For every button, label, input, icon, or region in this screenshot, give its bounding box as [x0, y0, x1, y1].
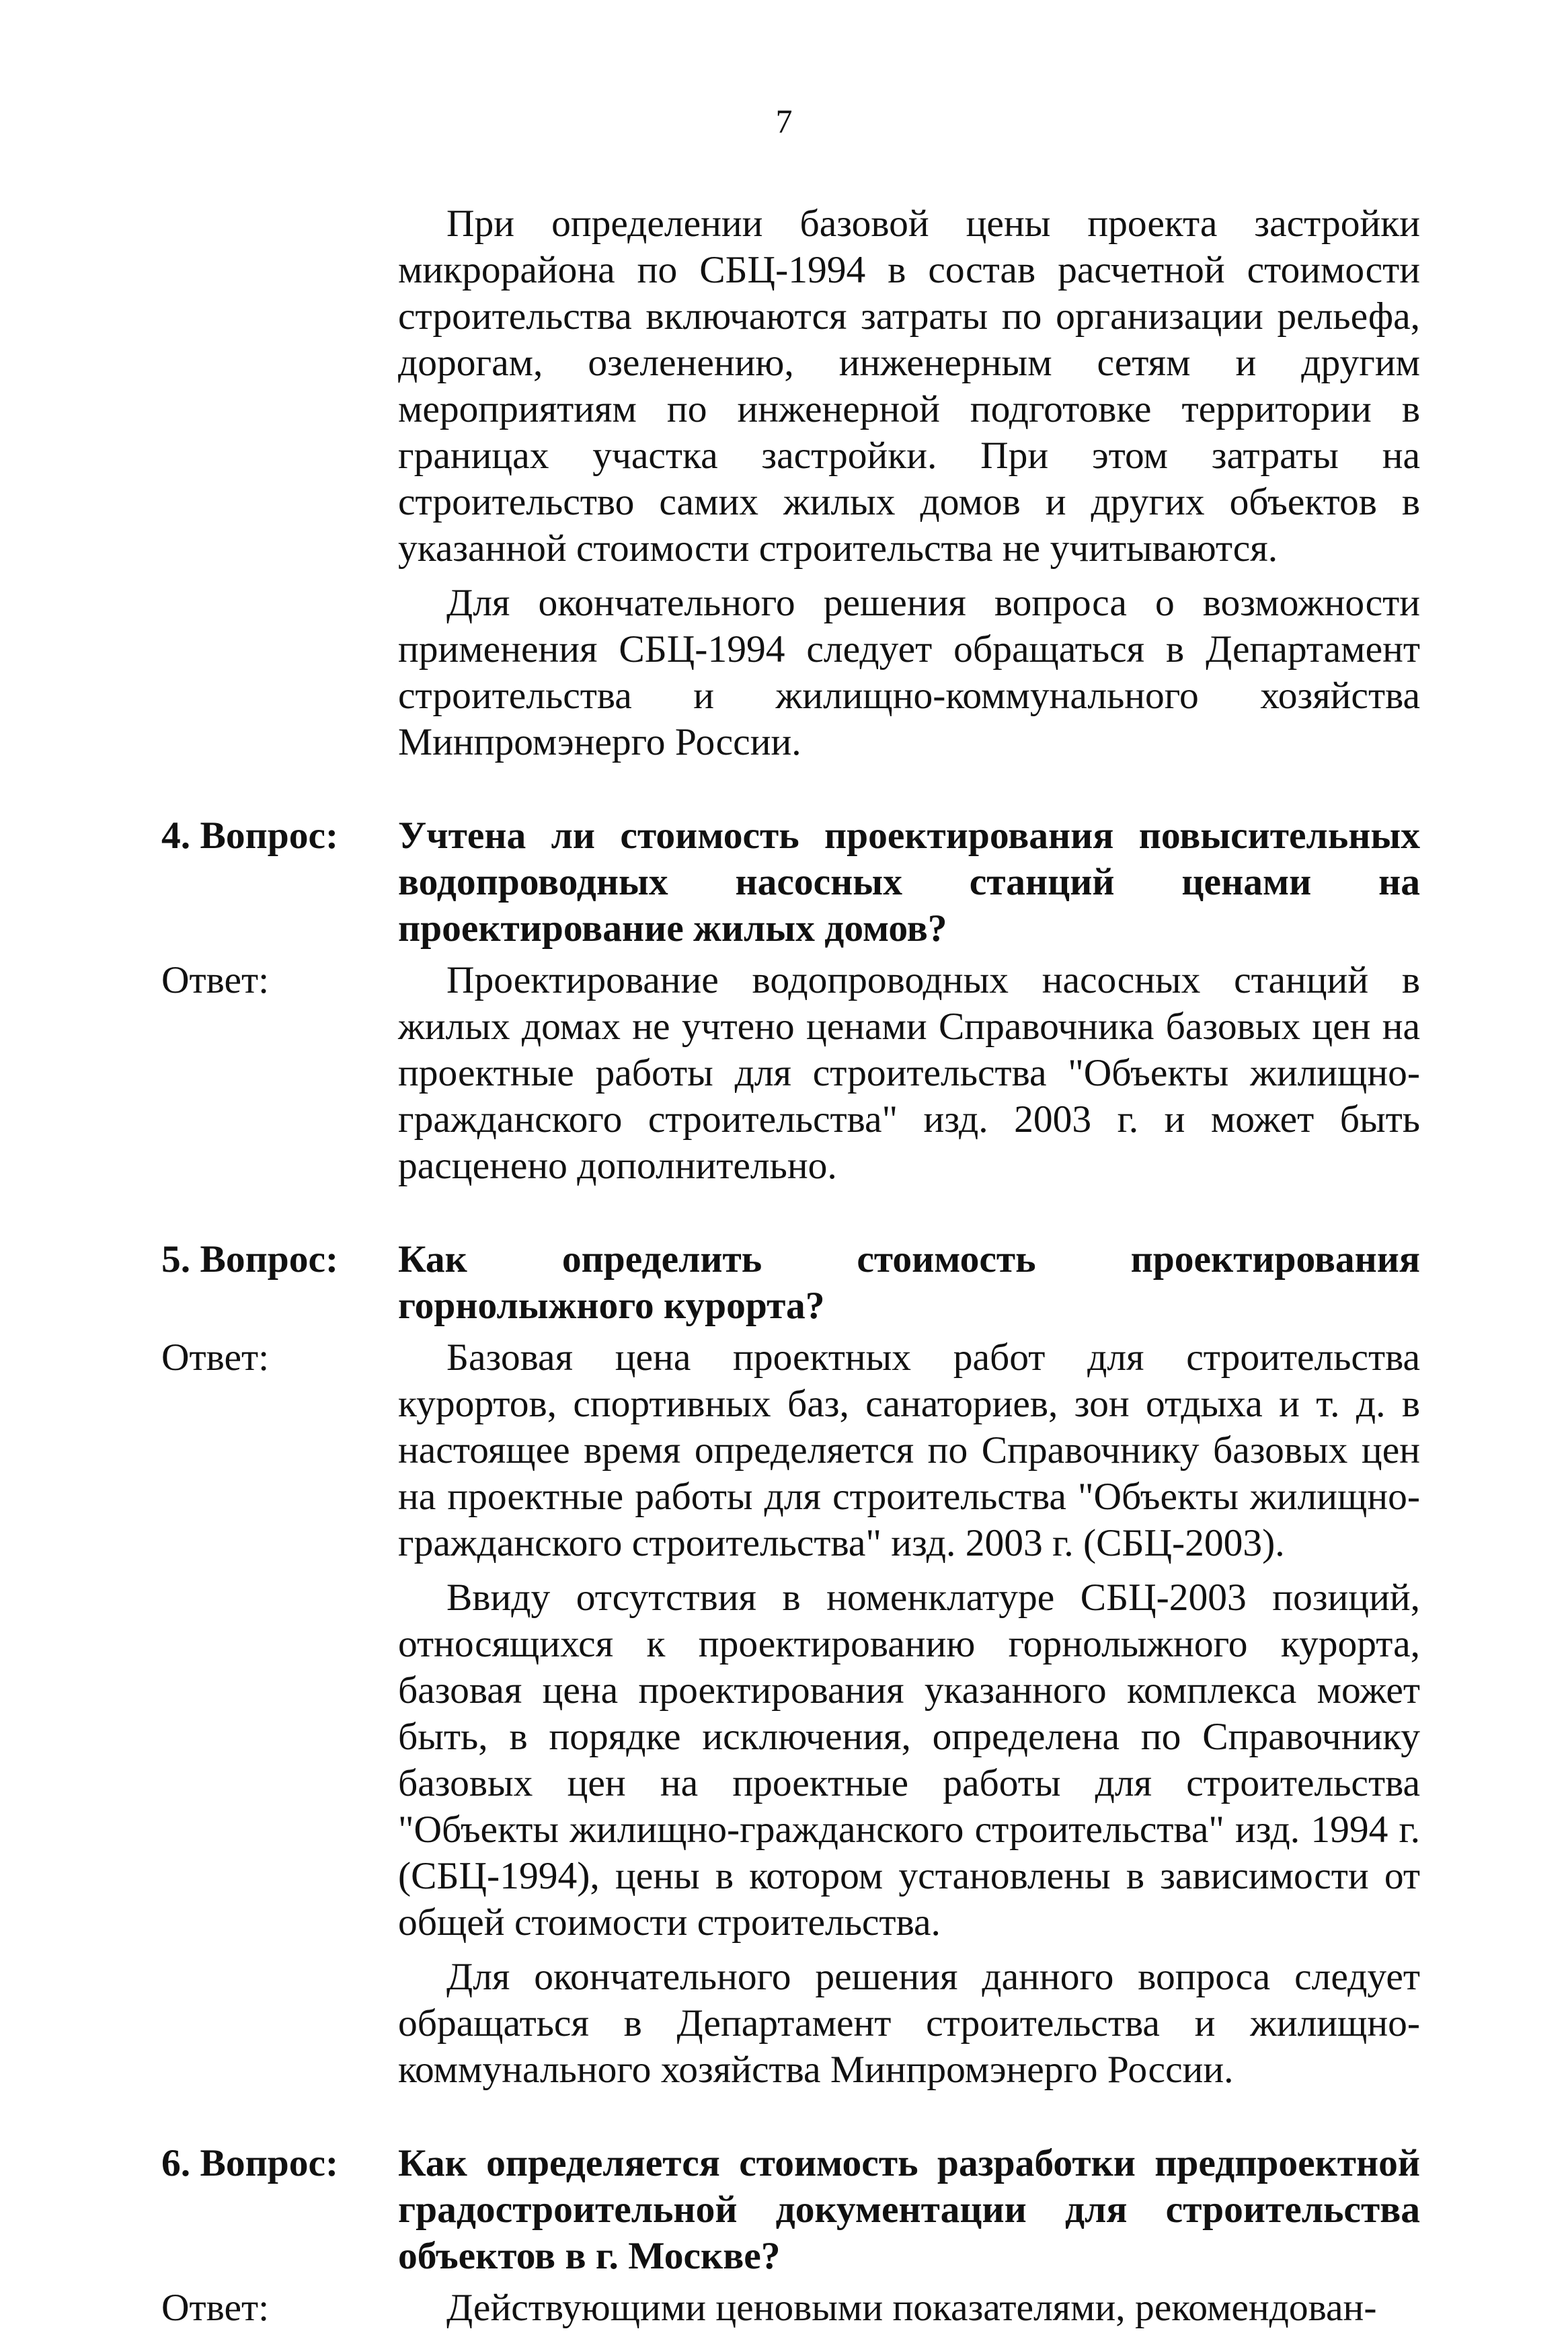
- answer-block: [161, 957, 1420, 1189]
- question-block: [161, 2140, 1420, 2279]
- answer-label: Ответ:: [161, 1336, 270, 1379]
- answer-label: Ответ:: [161, 2287, 270, 2329]
- answer-paragraph: Для окончательного решения данного вопроса следует обращаться в Департамент строительства и жилищно-коммунального хозяйства Минпромэнерго России.: [398, 1956, 1420, 2091]
- answer-paragraph: Ввиду отсутствия в номенклатуре СБЦ-2003 позиций, относящихся к проектированию горнолыжного курорта, базовая цена проектирования указанного комплекса может быть, в порядке исключения, определена по Справочнику базовых цен на проектные работы для строительства "Объекты жилищно-гражданского строительства" изд. 1994 г. (СБЦ-1994), цены в котором установлены в зависимости от общей стоимости строительства.: [398, 1576, 1420, 1944]
- question-text: Учтена ли стоимость проектирования повысительных водопроводных насосных станций ценами на проектирование жилых домов?: [398, 814, 1420, 950]
- answer-paragraph: Действующими ценовыми показателями, рекомендован-: [446, 2287, 1377, 2329]
- page-number: 7: [775, 102, 793, 140]
- answer-block: [161, 2285, 1420, 2331]
- answer-paragraph: Базовая цена проектных работ для строительства курортов, спортивных баз, санаториев, зон отдыха и т. д. в настоящее время определяется по Справочнику базовых цен на проектные работы для строительства "Объекты жилищно-гражданского строительства" изд. 2003 г. (СБЦ-2003).: [398, 1336, 1420, 1564]
- question-text: Как определяется стоимость разработки предпроектной градостроительной документации для строительства объектов в г. Москве?: [398, 2142, 1420, 2277]
- question-label: 4. Вопрос:: [161, 814, 339, 857]
- question-label: 5. Вопрос:: [161, 1238, 339, 1281]
- question-block: [161, 812, 1420, 952]
- question-block: [161, 1236, 1420, 1329]
- answer-block: [161, 1334, 1420, 2093]
- intro-paragraph: При определении базовой цены проекта застройки микрорайона по СБЦ-1994 в состав расчетной стоимости строительства включаются затраты по организации рельефа, дорогам, озеленению, инженерным сетям и другим мероприятиям по инженерной подготовке территории в границах участка застройки. При этом затраты на строительство самих жилых домов и других объектов в указанной стоимости строительства не учитываются.: [398, 202, 1420, 570]
- answer-paragraph: Проектирование водопроводных насосных станций в жилых домах не учтено ценами Справочника базовых цен на проектные работы для строительства "Объекты жилищно-гражданского строительства" изд. 2003 г. и может быть расценено дополнительно.: [398, 959, 1420, 1187]
- question-label: 6. Вопрос:: [161, 2142, 339, 2184]
- answer-label: Ответ:: [161, 959, 270, 1001]
- intro-paragraph: Для окончательного решения вопроса о возможности применения СБЦ-1994 следует обращаться в Департамент строительства и жилищно-коммунального хозяйства Минпромэнерго России.: [398, 582, 1420, 763]
- question-text: Как определить стоимость проектирования горнолыжного курорта?: [398, 1238, 1420, 1327]
- document-body: [161, 200, 1420, 2331]
